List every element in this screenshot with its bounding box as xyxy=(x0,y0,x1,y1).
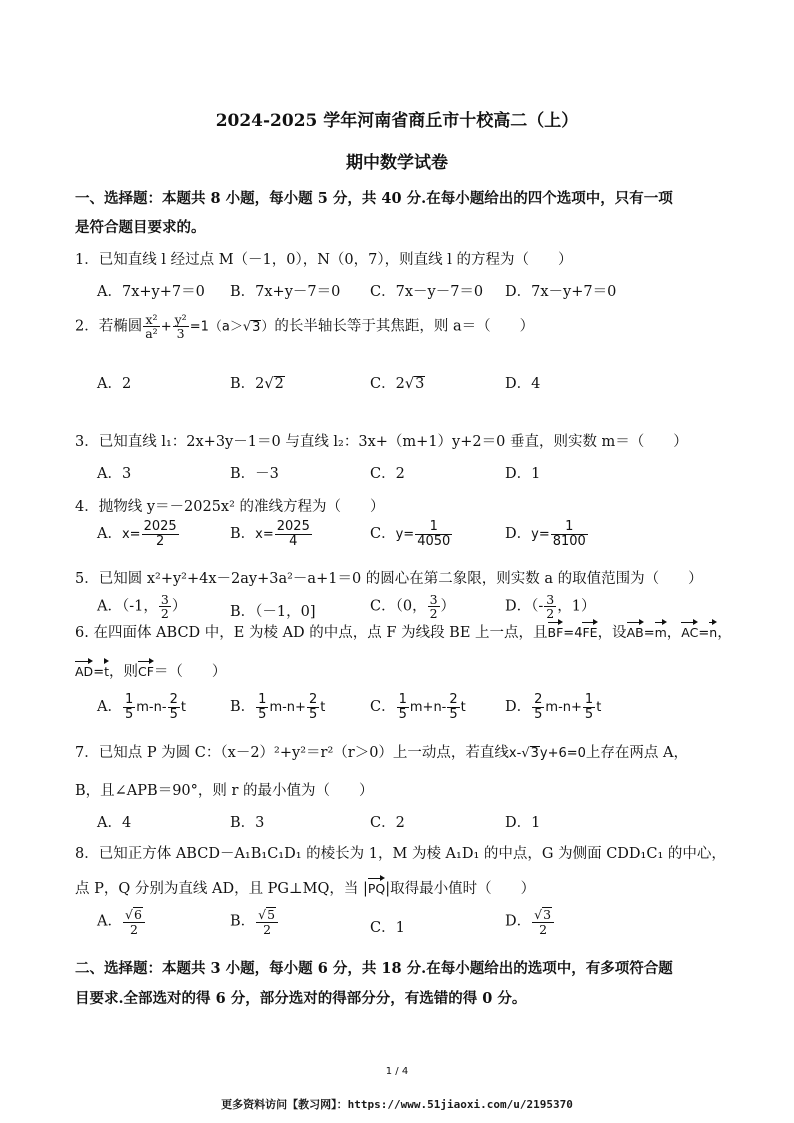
q2-stem xyxy=(75,313,725,340)
option-expr: m-n+ xyxy=(269,700,306,716)
q6-stem xyxy=(75,620,732,642)
q1-option-c: C．7x－y－7＝0 xyxy=(370,284,484,300)
q7-line-eq: y+6=0 xyxy=(539,746,586,761)
option-letter: B． xyxy=(230,699,256,716)
frac-denominator: 3 xyxy=(176,326,185,342)
q7-text: 7．已知点 P 为圆 C：（x－2）²+y²＝r²（r＞0）上一动点，若直线 xyxy=(75,745,509,761)
frac-numerator: 2 xyxy=(169,692,178,707)
sqrt-icon: √ xyxy=(534,907,543,922)
frac-denominator: 5 xyxy=(169,706,178,722)
option-letter: B． xyxy=(230,913,256,930)
q6-eq: =4 xyxy=(563,626,583,641)
frac-denominator: 4050 xyxy=(417,533,451,549)
q2-option-c xyxy=(370,372,425,393)
q7-stem-cont: B，且∠APB＝90°，则 r 的最小值为（ ） xyxy=(75,783,374,799)
option-fraction xyxy=(307,693,319,721)
radicand: 5 xyxy=(267,907,276,922)
sqrt-icon: √ xyxy=(404,376,415,392)
q6-text: 6. 在四面体 ABCD 中，E 为棱 AD 的中点，点 F 为线段 BE 上一点，且 xyxy=(75,625,548,641)
option-letter: B． xyxy=(230,526,256,543)
q7-option-c: C．2 xyxy=(370,815,405,831)
option-expr: t xyxy=(460,700,466,716)
frac-denominator: 5 xyxy=(534,706,543,722)
vector-ac: AC xyxy=(681,620,698,640)
frac-denominator: a² xyxy=(145,326,158,342)
frac-numerator: 2 xyxy=(449,692,458,707)
option-lhs: x= xyxy=(255,527,274,543)
option-expr: t xyxy=(596,700,602,716)
q2-fraction-y xyxy=(173,313,189,340)
exam-title: 2024-2025 学年河南省商丘市十校高二（上） xyxy=(215,111,579,131)
option-fraction xyxy=(256,693,268,721)
sqrt-icon: √ xyxy=(242,319,252,335)
frac-denominator: 2 xyxy=(429,606,438,622)
frac-numerator: 3 xyxy=(160,592,169,607)
frac-numerator xyxy=(532,907,554,923)
q2-stem-rest: 的长半轴长等于其焦距，则 a＝（ ） xyxy=(274,318,535,335)
q7-option-d: D．1 xyxy=(505,815,541,831)
frac-numerator xyxy=(123,907,145,923)
frac-numerator: 1 xyxy=(258,692,267,707)
radicand: 3 xyxy=(415,376,425,392)
option-fraction xyxy=(159,593,171,620)
vector-t: t xyxy=(104,659,109,679)
option-fraction xyxy=(415,520,452,548)
frac-denominator: 5 xyxy=(308,706,318,722)
option-fraction xyxy=(275,520,312,548)
q4-option-b xyxy=(230,520,313,548)
option-expr: t xyxy=(320,700,326,716)
option-text: D．（- xyxy=(505,598,544,615)
q6-text: ＝（ ） xyxy=(153,664,227,680)
q8-option-a xyxy=(97,907,146,936)
q3-stem: 3．已知直线 l₁：2x+3y－1＝0 与直线 l₂：3x+（m+1）y+2＝0 垂直，则实数 m＝（ ） xyxy=(75,434,688,450)
q7-line-eq: x- xyxy=(508,746,522,761)
frac-numerator: y² xyxy=(174,312,187,327)
frac-numerator: 3 xyxy=(429,592,438,607)
sqrt-icon: √ xyxy=(264,376,274,392)
option-text: C．（0， xyxy=(370,598,427,615)
q6-stem-cont xyxy=(75,659,725,681)
radicand: 3 xyxy=(530,746,539,761)
q1-option-d: D．7x－y+7＝0 xyxy=(505,284,617,300)
option-fraction xyxy=(532,693,544,721)
q2-option-a: A．2 xyxy=(97,376,132,392)
section1-heading: 一、选择题：本题共 8 小题，每小题 5 分，共 40 分.在每小题给出的四个选项中，只有一项 xyxy=(75,190,673,207)
q5-option-a xyxy=(97,593,186,620)
frac-numerator: 2025 xyxy=(143,519,177,534)
q2-equation: =1（a＞ xyxy=(189,319,243,335)
option-letter: D． xyxy=(505,913,532,930)
radicand: 3 xyxy=(252,319,261,335)
q7-option-b: B．3 xyxy=(230,815,265,831)
frac-numerator: 1 xyxy=(584,692,594,707)
sqrt-icon: √ xyxy=(258,907,267,922)
option-lhs: y= xyxy=(395,527,415,543)
frac-numerator: 2025 xyxy=(276,519,310,534)
q5-stem: 5．已知圆 x²+y²+4x－2ay+3a²－a+1＝0 的圆心在第二象限，则实数 a 的取值范围为（ ） xyxy=(75,571,703,587)
option-fraction xyxy=(428,593,440,620)
q5-option-b: B．（－1，0] xyxy=(230,604,316,620)
option-fraction xyxy=(532,907,554,936)
frac-numerator: 1 xyxy=(124,692,134,707)
option-text: ） xyxy=(171,598,187,615)
vector-pq: PQ xyxy=(368,876,385,896)
option-text: C．2 xyxy=(370,376,405,392)
q3-option-c: C．2 xyxy=(370,466,405,482)
plus-sign: + xyxy=(160,319,172,335)
option-expr: m+n- xyxy=(409,700,447,716)
option-text: ） xyxy=(440,598,456,615)
sqrt-icon: √ xyxy=(124,907,133,922)
frac-numerator: 1 xyxy=(398,692,407,707)
frac-numerator: x² xyxy=(143,313,159,327)
option-letter: C． xyxy=(370,526,396,543)
q2-fraction-x xyxy=(143,313,159,340)
option-fraction xyxy=(256,907,278,936)
q1-stem: 1．已知直线 l 经过点 M（－1，0），N（0，7），则直线 l 的方程为（ ） xyxy=(75,252,573,268)
q6-option-a xyxy=(97,693,186,721)
option-text: ，1） xyxy=(557,598,596,615)
vector-fe: FE xyxy=(582,620,597,640)
option-letter: C． xyxy=(370,699,396,716)
q6-text: ，则 xyxy=(109,664,138,680)
vector-ab: AB xyxy=(627,620,644,640)
option-fraction xyxy=(123,693,135,721)
option-fraction xyxy=(142,520,179,548)
q2-number: 2．若椭圆 xyxy=(75,318,143,335)
vector-bf: BF xyxy=(548,620,564,640)
frac-denominator: 2 xyxy=(263,921,272,937)
frac-denominator: 8100 xyxy=(552,533,586,549)
q7-option-a: A．4 xyxy=(97,815,132,831)
q6-option-b xyxy=(230,693,325,721)
option-letter: A． xyxy=(97,699,122,716)
frac-denominator: 5 xyxy=(124,706,134,722)
frac-numerator: 2 xyxy=(308,692,318,707)
radicand: 6 xyxy=(133,907,142,922)
option-expr: m-n- xyxy=(136,700,167,716)
q6-option-c xyxy=(370,693,466,721)
section2-heading: 二、选择题：本题共 3 小题，每小题 6 分，共 18 分.在每小题给出的选项中，有多项符合题 xyxy=(75,960,673,977)
q1-option-b: B．7x+y－7＝0 xyxy=(230,284,341,300)
option-text: A．（-1， xyxy=(97,598,158,615)
vector-ad: AD xyxy=(75,659,93,679)
q2-option-b xyxy=(230,372,285,393)
q6-eq: = xyxy=(698,626,710,641)
q8-option-b xyxy=(230,907,279,936)
frac-numerator: 2 xyxy=(534,692,543,707)
option-lhs: y= xyxy=(531,527,550,543)
option-lhs: x= xyxy=(121,527,141,543)
q1-option-a: A．7x+y+7＝0 xyxy=(97,284,205,300)
q8-stem: 8．已知正方体 ABCD－A₁B₁C₁D₁ 的棱长为 1，M 为棱 A₁D₁ 的中点，G 为侧面 CDD₁C₁ 的中心， xyxy=(75,846,726,862)
q8-option-d xyxy=(505,907,555,936)
frac-denominator: 2 xyxy=(546,606,555,622)
q3-option-a: A．3 xyxy=(97,466,132,482)
q4-stem: 4．抛物线 y＝－2025x² 的准线方程为（ ） xyxy=(75,499,385,515)
q6-eq: = xyxy=(93,665,105,680)
frac-denominator: 2 xyxy=(539,921,548,937)
frac-numerator: 1 xyxy=(415,520,452,535)
option-fraction xyxy=(168,693,180,721)
option-letter: A． xyxy=(97,526,122,543)
option-fraction xyxy=(447,693,459,721)
radicand: 2 xyxy=(274,376,284,392)
q8-text: 点 P，Q 分别为直线 AD，且 PG⊥MQ，当 | xyxy=(75,881,368,897)
option-fraction xyxy=(551,520,588,548)
q7-stem xyxy=(75,741,725,762)
radicand: 3 xyxy=(543,907,552,922)
q5-option-d xyxy=(505,593,595,620)
frac-denominator: 5 xyxy=(398,706,407,722)
frac-numerator: 3 xyxy=(546,592,555,607)
option-expr: t xyxy=(180,700,186,716)
q5-option-c xyxy=(370,593,455,620)
exam-subtitle: 期中数学试卷 xyxy=(346,153,448,173)
option-fraction xyxy=(397,693,409,721)
option-fraction xyxy=(583,693,595,721)
q6-eq: = xyxy=(643,626,655,641)
q6-text: ， xyxy=(666,625,682,641)
q8-stem-cont xyxy=(75,876,725,898)
vector-m: m xyxy=(655,620,667,640)
option-text: B．2 xyxy=(230,376,265,392)
frac-denominator: 2 xyxy=(155,533,165,549)
frac-numerator: 1 xyxy=(551,520,588,535)
option-letter: D． xyxy=(505,526,532,543)
frac-denominator: 2 xyxy=(129,921,138,937)
q8-option-c: C．1 xyxy=(370,920,405,936)
frac-denominator: 4 xyxy=(289,533,298,549)
q6-text: ，设 xyxy=(597,625,627,641)
option-letter: D． xyxy=(505,699,532,716)
q4-option-d xyxy=(505,520,589,548)
footer-link[interactable]: 更多资料访问【教习网】：https://www.51jiaoxi.com/u/2195370 xyxy=(221,1098,573,1111)
section1-heading-cont: 是符合题目要求的。 xyxy=(75,219,206,236)
option-fraction xyxy=(544,593,556,620)
section2-heading-cont: 目要求.全部选对的得 6 分，部分选对的得部分分，有选错的得 0 分。 xyxy=(75,990,527,1007)
q4-option-c xyxy=(370,520,453,548)
q8-text: |取得最小值时（ ） xyxy=(385,881,536,897)
option-fraction xyxy=(123,907,145,936)
q7-text: 上存在两点 A， xyxy=(585,745,689,761)
q2-option-d: D．4 xyxy=(505,376,541,392)
frac-numerator xyxy=(256,907,278,923)
vector-cf: CF xyxy=(138,659,154,679)
option-expr: m-n+ xyxy=(545,700,582,716)
frac-denominator: 5 xyxy=(258,706,267,722)
frac-denominator: 5 xyxy=(449,706,458,722)
q6-text: ， xyxy=(717,625,732,641)
q4-option-a xyxy=(97,520,180,548)
q6-option-d xyxy=(505,693,601,721)
frac-denominator: 2 xyxy=(160,606,169,622)
page-number: 1 / 4 xyxy=(385,1066,409,1077)
paren: ） xyxy=(261,319,275,335)
sqrt-icon: √ xyxy=(521,746,530,761)
option-letter: A． xyxy=(97,913,122,930)
q3-option-b: B．－3 xyxy=(230,466,279,482)
frac-denominator: 5 xyxy=(584,706,594,722)
q3-option-d: D．1 xyxy=(505,466,541,482)
vector-n: n xyxy=(709,620,717,640)
